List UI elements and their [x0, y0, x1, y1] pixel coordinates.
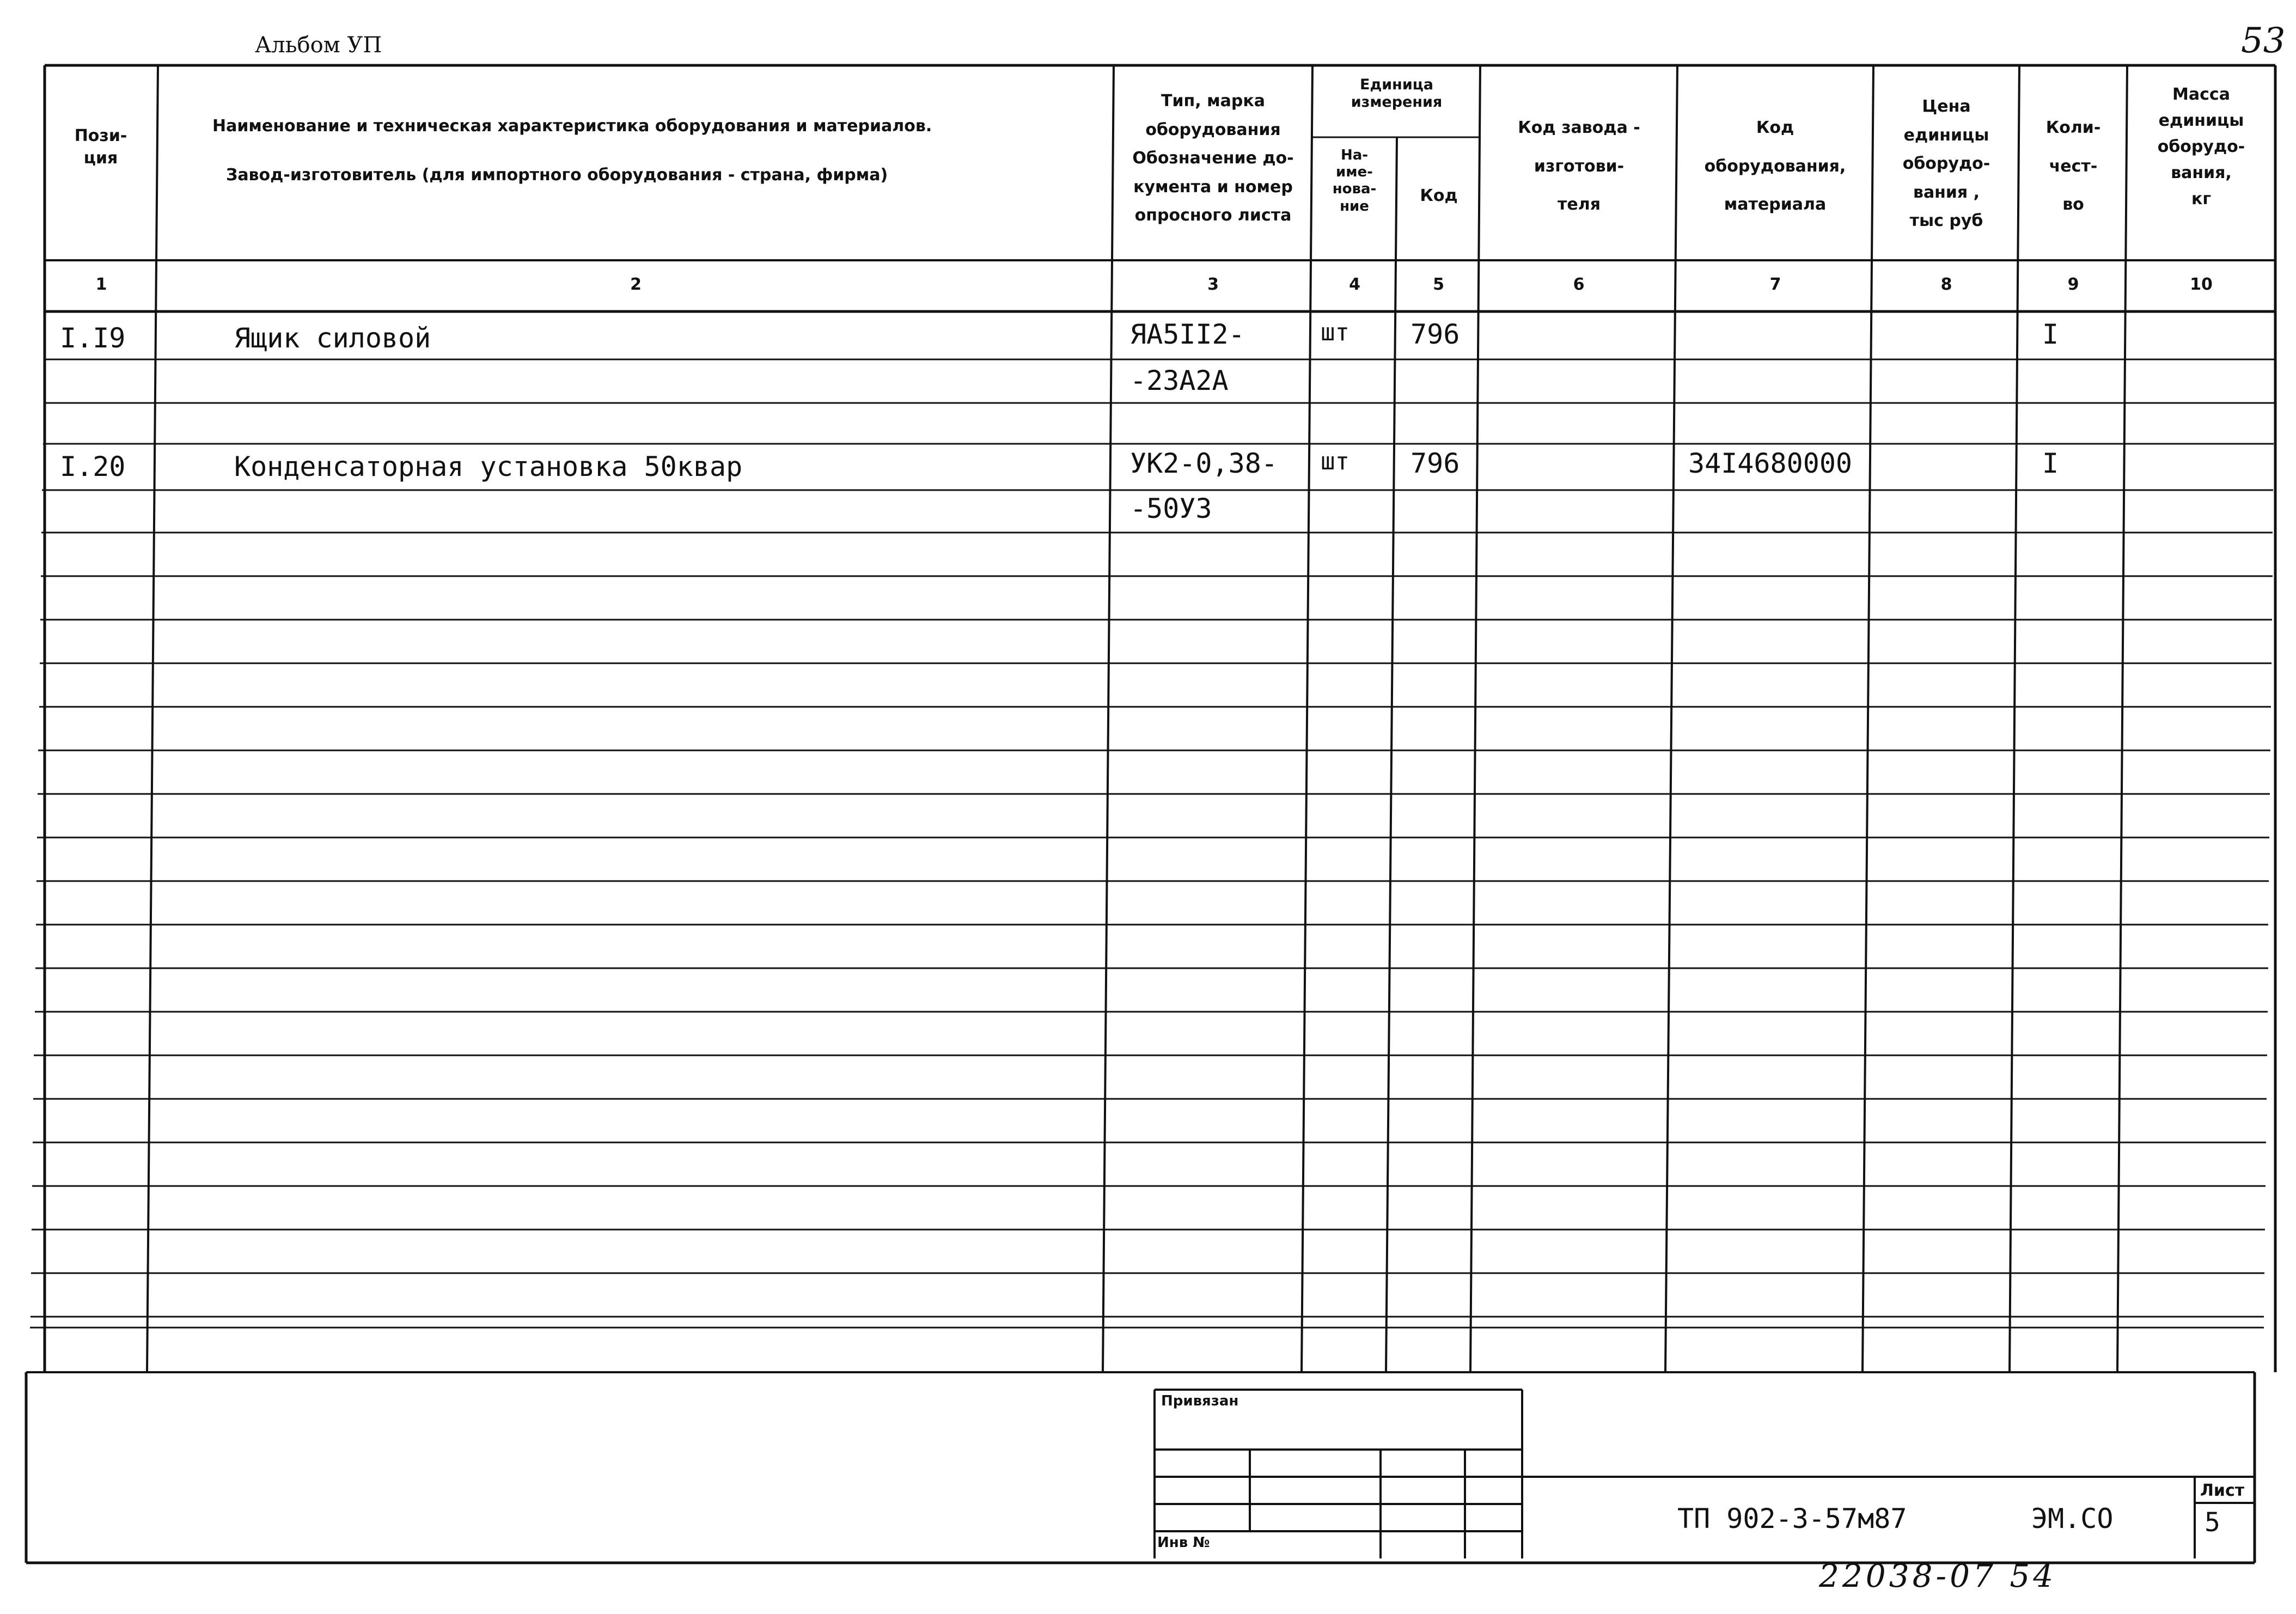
- header-name-line2: Завод-изготовитель (для импортного оборудования - страна, фирма): [226, 166, 888, 185]
- row3-position: I.20: [60, 451, 126, 482]
- header-name-line1: Наименование и техническая характеристика оборудования и материалов.: [212, 117, 932, 136]
- col-number-9: 9: [2067, 275, 2079, 294]
- header-plant-code: Код завода - изготови- теля: [1518, 118, 1640, 214]
- album-title: Альбом УП: [255, 33, 382, 58]
- row2-type: -23А2А: [1130, 365, 1229, 396]
- stamp-inv: Инв №: [1157, 1534, 1210, 1551]
- row4-type: -50У3: [1130, 493, 1212, 524]
- header-unit-name: На- име- нова- ние: [1332, 147, 1377, 215]
- header-position: Пози- ция: [74, 126, 127, 168]
- row3-qty: I: [2042, 448, 2059, 479]
- row3-name: Конденсаторная установка 50квар: [234, 451, 743, 482]
- header-equip-code: Код оборудования, материала: [1704, 118, 1846, 214]
- header-type: Тип, марка оборудования Обозначение до- кумента и номер опросного листа: [1132, 91, 1294, 225]
- row1-type: ЯА5II2-: [1130, 319, 1245, 350]
- header-mass: Масса единицы оборудо- вания, кг: [2157, 85, 2245, 209]
- row3-equip: 34I4680000: [1688, 448, 1853, 479]
- col-number-10: 10: [2190, 275, 2213, 294]
- row1-qty: I: [2042, 319, 2059, 350]
- col-number-6: 6: [1573, 275, 1585, 294]
- header-unit-code: Код: [1420, 186, 1458, 205]
- stamp-privyazan: Привязан: [1161, 1393, 1239, 1409]
- col-number-5: 5: [1433, 275, 1444, 294]
- stamp-sheet-label: Лист: [2200, 1481, 2245, 1500]
- stamp-doc-code: ТП 902-3-57м87: [1677, 1503, 1907, 1534]
- footer-number: 22038-07 54: [1819, 1557, 2057, 1594]
- col-number-2: 2: [630, 275, 642, 294]
- col-number-7: 7: [1769, 275, 1781, 294]
- header-unit-group: Единица измерения: [1351, 76, 1443, 111]
- col-number-3: 3: [1207, 275, 1219, 294]
- page-mark: 53: [2241, 21, 2286, 61]
- header-qty: Коли- чест- во: [2045, 118, 2101, 214]
- row1-position: I.I9: [60, 322, 126, 354]
- header-price: Цена единицы оборудо- вания , тыс руб: [1902, 97, 1990, 230]
- col-number-1: 1: [95, 275, 107, 294]
- row3-code: 796: [1410, 448, 1460, 479]
- row3-unit: шт: [1321, 448, 1349, 475]
- row1-unit: шт: [1321, 319, 1349, 346]
- col-number-8: 8: [1940, 275, 1952, 294]
- stamp-mark: ЭМ.СО: [2031, 1503, 2114, 1534]
- col-number-4: 4: [1349, 275, 1360, 294]
- row1-code: 796: [1410, 319, 1460, 350]
- stamp-sheet-number: 5: [2205, 1507, 2220, 1538]
- row3-type: УК2-0,38-: [1130, 448, 1278, 479]
- row1-name: Ящик силовой: [234, 322, 431, 354]
